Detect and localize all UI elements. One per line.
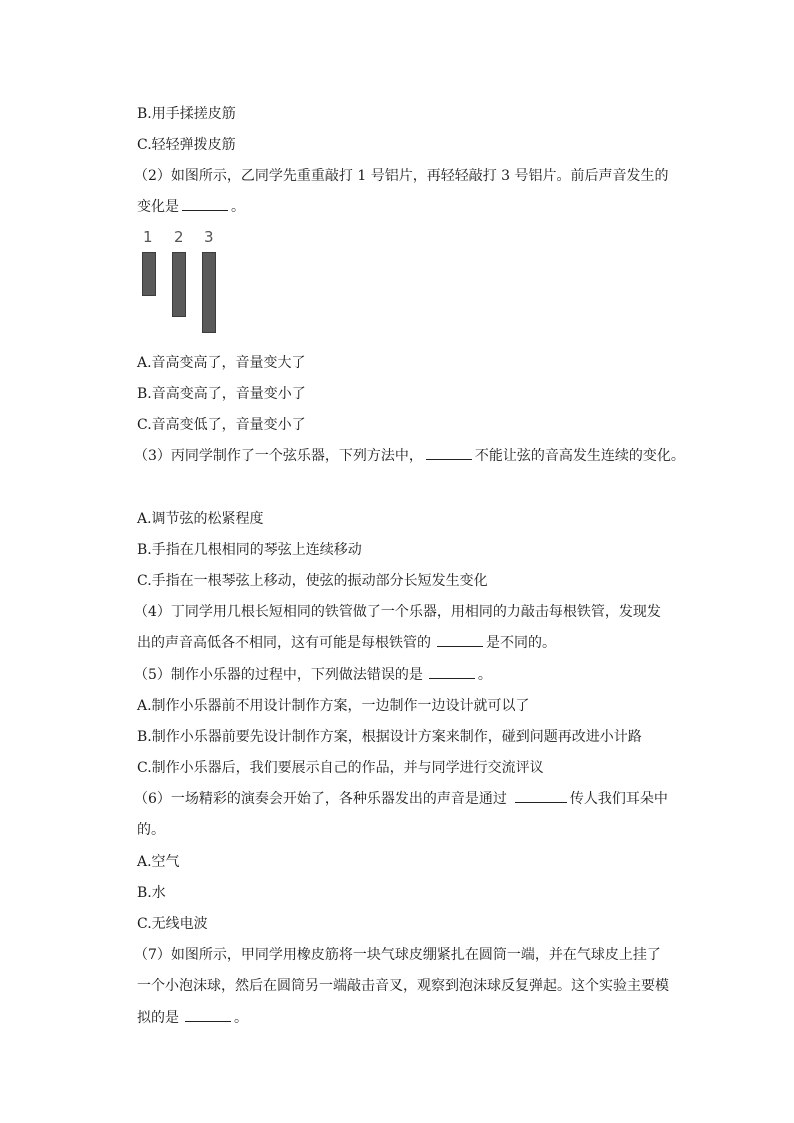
answer-blank-q4[interactable] <box>437 634 483 647</box>
question-5-option-a: A.制作小乐器前不用设计制作方案，一边制作一边设计就可以了 <box>137 698 530 714</box>
bar-label-2: 2 <box>174 228 184 246</box>
question-6-text-end: 传人我们耳朵中 <box>569 791 668 807</box>
question-4-line-1: （4）丁同学用几根长短相同的铁管做了一个乐器，用相同的力敲击每根铁管，发现发 <box>134 604 661 620</box>
question-4-text: 出的声音高低各不相同，这有可能是每根铁管的 <box>137 635 431 651</box>
question-6-text: （6）一场精彩的演奏会开始了，各种乐器发出的声音是通过 <box>134 791 507 807</box>
question-3-text-end: 不能让弦的音高发生连续的变化。 <box>474 448 685 464</box>
question-6-line-1 <box>134 790 668 808</box>
question-2-end: 。 <box>231 199 245 215</box>
question-5-option-b: B.制作小乐器前要先设计制作方案，根据设计方案来制作，碰到问题再改进小计路 <box>137 729 642 745</box>
question-2-line-1: （2）如图所示，乙同学先重重敲打 1 号铝片，再轻轻敲打 3 号铝片。前后声音发生的 <box>134 168 669 184</box>
question-2-line-2 <box>137 198 245 216</box>
answer-blank-q7[interactable] <box>185 1009 231 1022</box>
question-7-line-3 <box>137 1009 248 1027</box>
question-5-end: 。 <box>477 667 492 683</box>
question-6-option-c: C.无线电波 <box>137 916 208 932</box>
question-2-option-c: C.音高变低了，音量变小了 <box>137 417 306 433</box>
question-3-text: （3）丙同学制作了一个弦乐器，下列方法中， <box>134 448 423 464</box>
question-5-option-c: C.制作小乐器后，我们要展示自己的作品，并与同学进行交流评议 <box>137 760 544 776</box>
answer-blank-q6[interactable] <box>515 790 567 803</box>
question-7-text: 拟的是 <box>137 1010 179 1026</box>
question-3-line <box>134 447 685 465</box>
question-5-line <box>134 666 492 684</box>
answer-blank-q3[interactable] <box>426 447 472 460</box>
aluminum-bar-1 <box>142 252 156 296</box>
question-3-option-c: C.手指在一根琴弦上移动，使弦的振动部分长短发生变化 <box>137 573 488 589</box>
question-4-line-2 <box>137 634 556 652</box>
question-3-option-b: B.手指在几根相同的琴弦上连续移动 <box>137 542 362 558</box>
question-2-option-b: B.音高变高了，音量变小了 <box>137 386 306 402</box>
answer-blank-q2[interactable] <box>182 198 228 211</box>
option-b-rub: B.用手揉搓皮筋 <box>137 106 236 122</box>
question-7-line-2: 一个小泡沫球，然后在圆筒另一端敲击音叉，观察到泡沫球反复弹起。这个实验主要模 <box>137 978 669 994</box>
question-6-line-2: 的。 <box>137 822 165 838</box>
question-7-line-1: （7）如图所示，甲同学用橡皮筋将一块气球皮绷紧扎在圆筒一端，并在气球皮上挂了 <box>134 947 661 963</box>
aluminum-bar-3 <box>202 252 216 333</box>
answer-blank-q5[interactable] <box>429 666 475 679</box>
question-6-option-b: B.水 <box>137 885 166 901</box>
question-2-option-a: A.音高变高了，音量变大了 <box>137 355 306 371</box>
aluminum-bar-2 <box>172 252 186 317</box>
option-c-pluck: C.轻轻弹拨皮筋 <box>137 137 236 153</box>
question-7-end: 。 <box>234 1010 248 1026</box>
question-4-text-end: 是不同的。 <box>486 635 556 651</box>
bar-label-3: 3 <box>204 228 214 246</box>
question-2-text: 变化是 <box>137 199 179 215</box>
question-5-text: （5）制作小乐器的过程中，下列做法错误的是 <box>134 667 423 683</box>
bar-label-1: 1 <box>143 228 153 246</box>
aluminum-bars-figure <box>138 228 228 336</box>
question-6-option-a: A.空气 <box>137 854 180 870</box>
question-3-option-a: A.调节弦的松紧程度 <box>137 511 264 527</box>
